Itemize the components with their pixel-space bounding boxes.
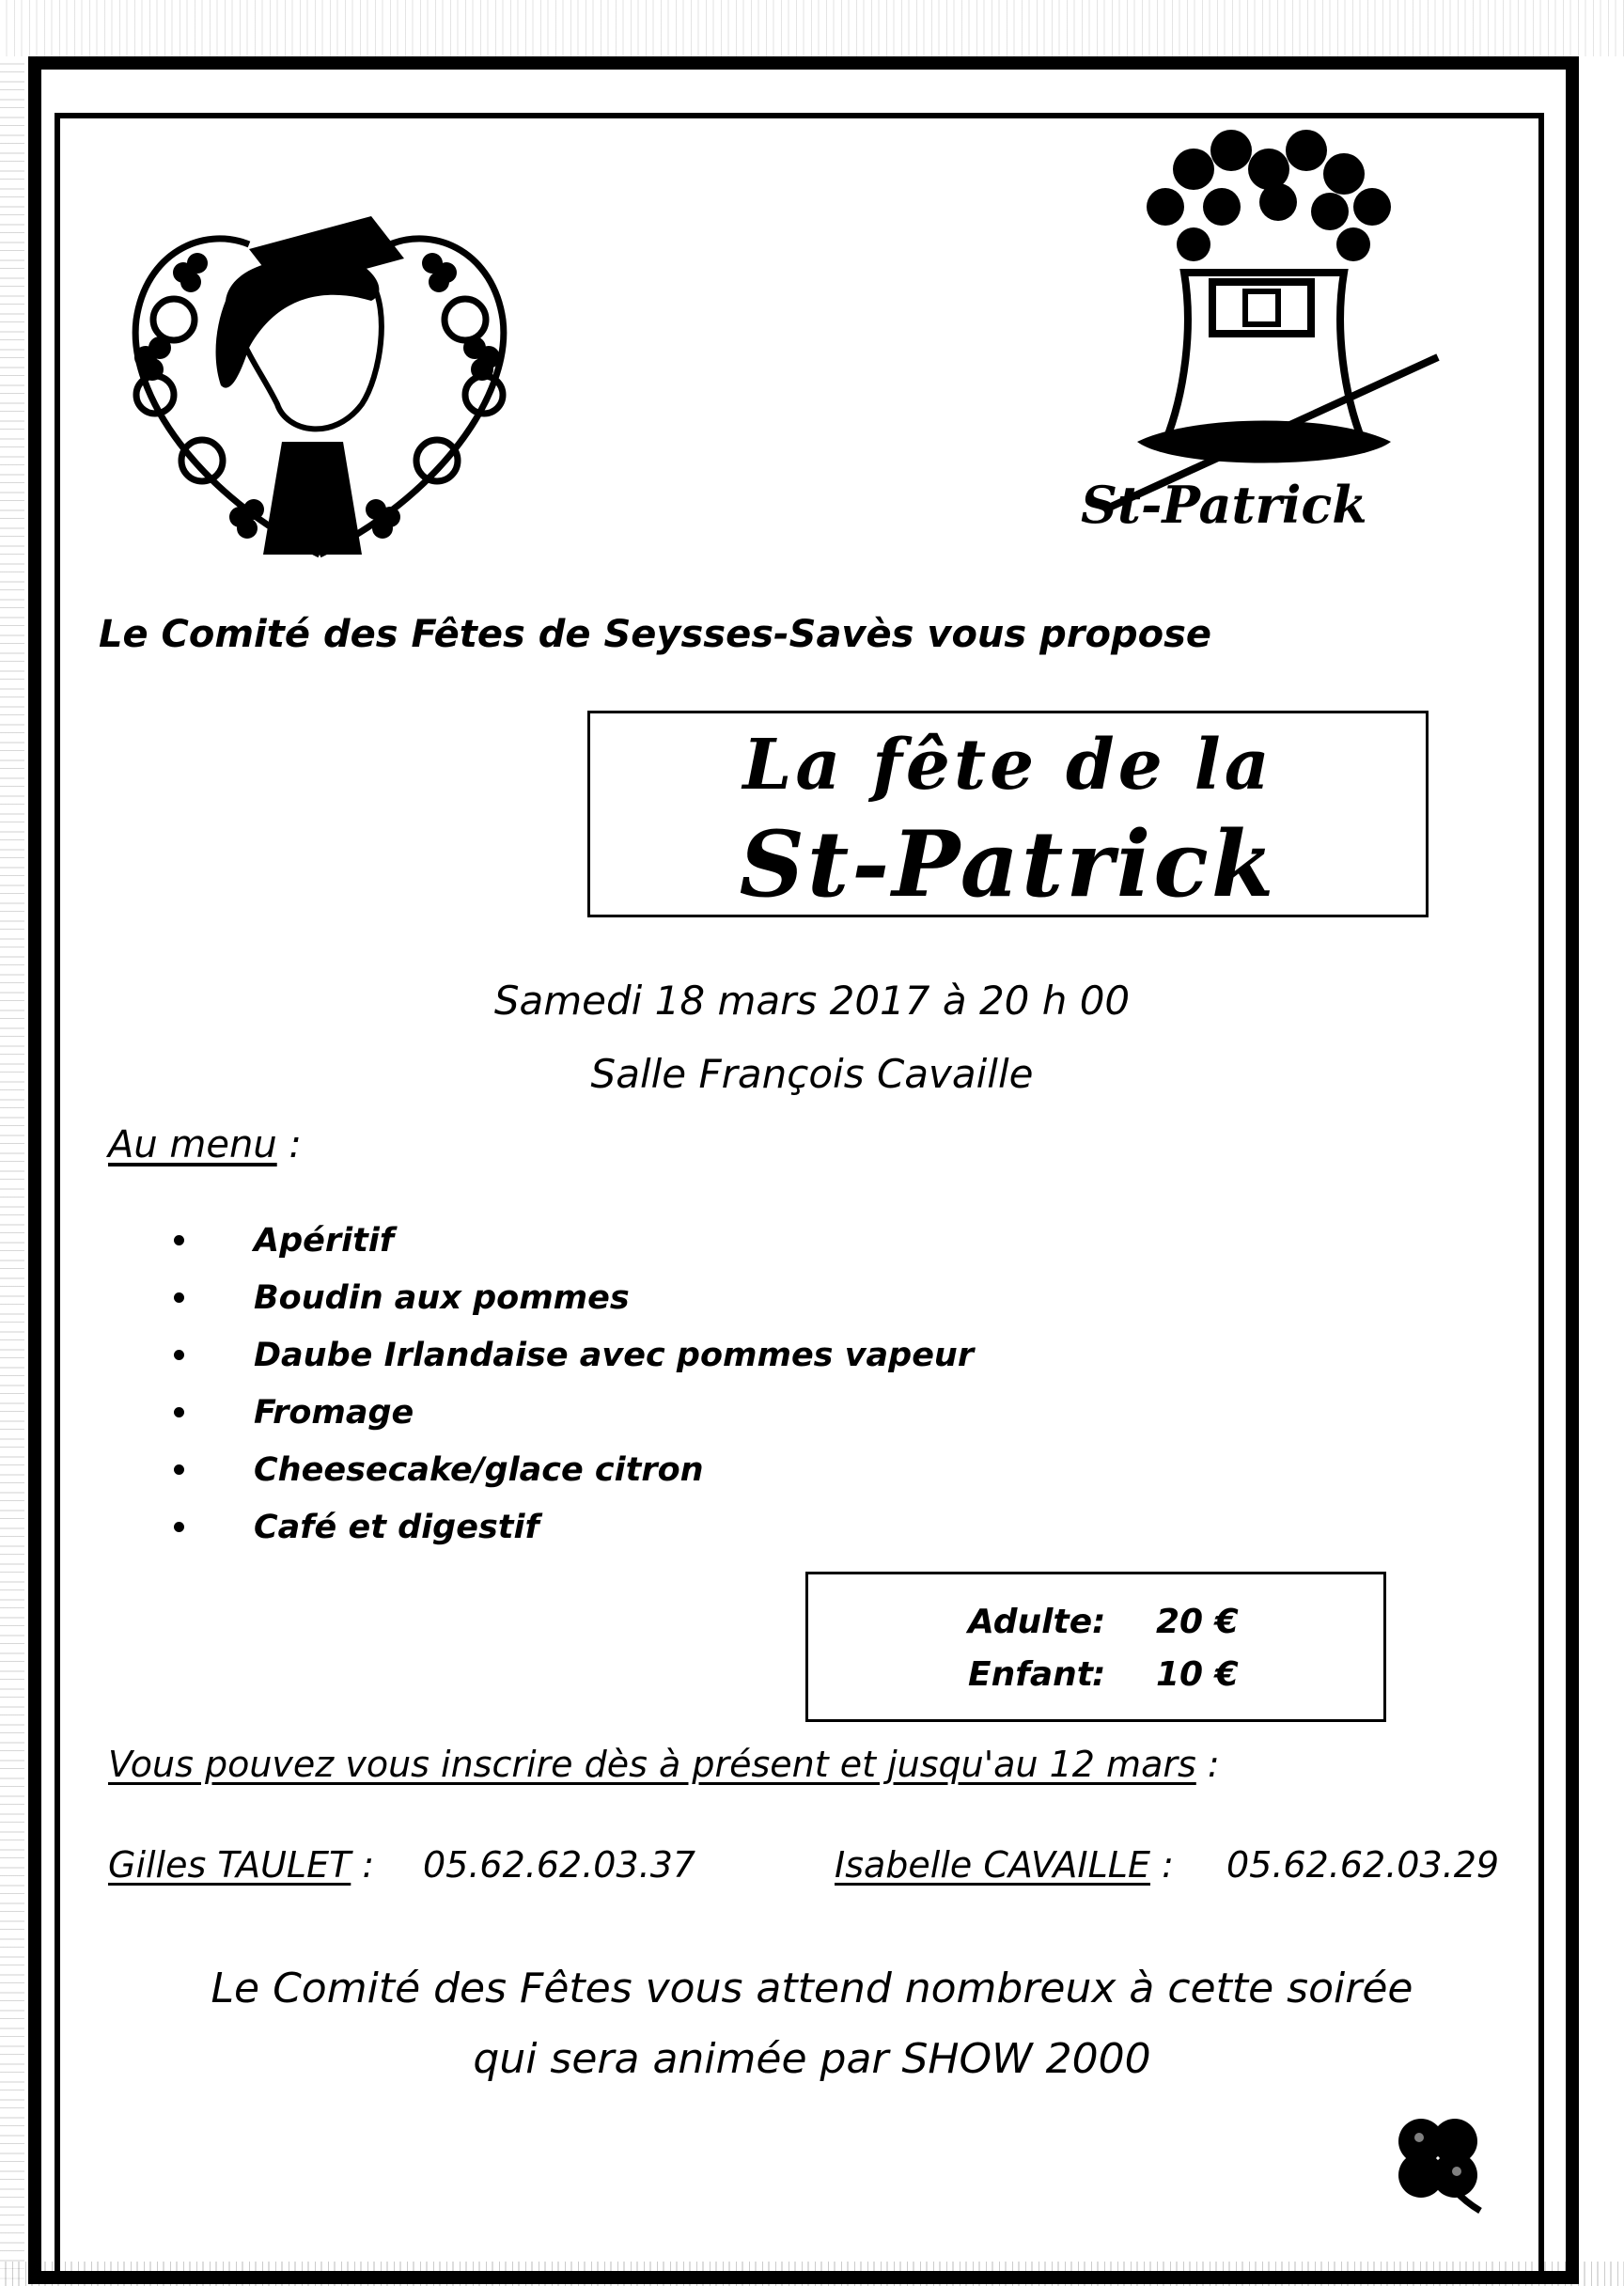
menu-heading-label: Au menu [108,1123,277,1166]
contact-1-name [108,1844,374,1886]
leprechaun-girl-illustration [89,160,550,573]
contact-separator: : [1149,1844,1174,1886]
menu-item-label: Apéritif [254,1222,395,1260]
bullet-icon [174,1464,184,1475]
price-label: Enfant [968,1655,1094,1694]
intro-text: Le Comité des Fêtes de Seysses-Savès vous propose [99,613,1212,656]
closing-line-1: Le Comité des Fêtes vous attend nombreux à cette soirée [211,1965,1413,2012]
four-leaf-clover-icon [1382,2106,1494,2218]
closing-line-2: qui sera animée par SHOW 2000 [473,2035,1151,2083]
menu-item-label: Café et digestif [254,1509,539,1546]
event-venue: Salle François Cavaille [590,1051,1034,1097]
price-colon: : [1092,1603,1106,1641]
scan-noise-top [0,0,1624,56]
contact-2-phone: 05.62.62.03.29 [1226,1844,1500,1886]
price-value: 20 € [1156,1603,1239,1641]
signature-text: St-Patrick [1081,475,1367,535]
event-date: Samedi 18 mars 2017 à 20 h 00 [493,978,1131,1024]
contact-separator: : [351,1844,375,1886]
menu-item-label: Cheesecake/glace citron [254,1451,704,1489]
contact-2-name [835,1844,1174,1886]
event-title-line1: La fête de la [742,725,1273,806]
bullet-icon [174,1350,184,1360]
price-colon: : [1092,1655,1106,1694]
contact-1-phone: 05.62.62.03.37 [423,1844,696,1886]
scan-noise-left [0,56,24,2286]
bullet-icon [174,1407,184,1417]
event-title-box [587,711,1429,917]
menu-item-label: Fromage [254,1394,414,1432]
registration-text [108,1744,1220,1785]
registration-label: Vous pouvez vous inscrire dès à présent et jusqu'au 12 mars [108,1744,1196,1785]
menu-item-label: Boudin aux pommes [254,1279,630,1317]
price-box [805,1572,1386,1722]
contact-name-label: Gilles TAULET [108,1844,351,1886]
menu-heading [108,1123,302,1166]
bullet-icon [174,1292,184,1303]
bullet-icon [174,1522,184,1532]
registration-colon: : [1195,1744,1220,1785]
price-value: 10 € [1156,1655,1239,1694]
event-title-line2: St-Patrick [739,811,1277,917]
bullet-icon [174,1235,184,1245]
menu-item-label: Daube Irlandaise avec pommes vapeur [254,1337,975,1374]
menu-heading-colon: : [276,1123,302,1166]
contact-name-label: Isabelle CAVAILLE [835,1844,1150,1886]
price-label: Adulte [968,1603,1093,1641]
